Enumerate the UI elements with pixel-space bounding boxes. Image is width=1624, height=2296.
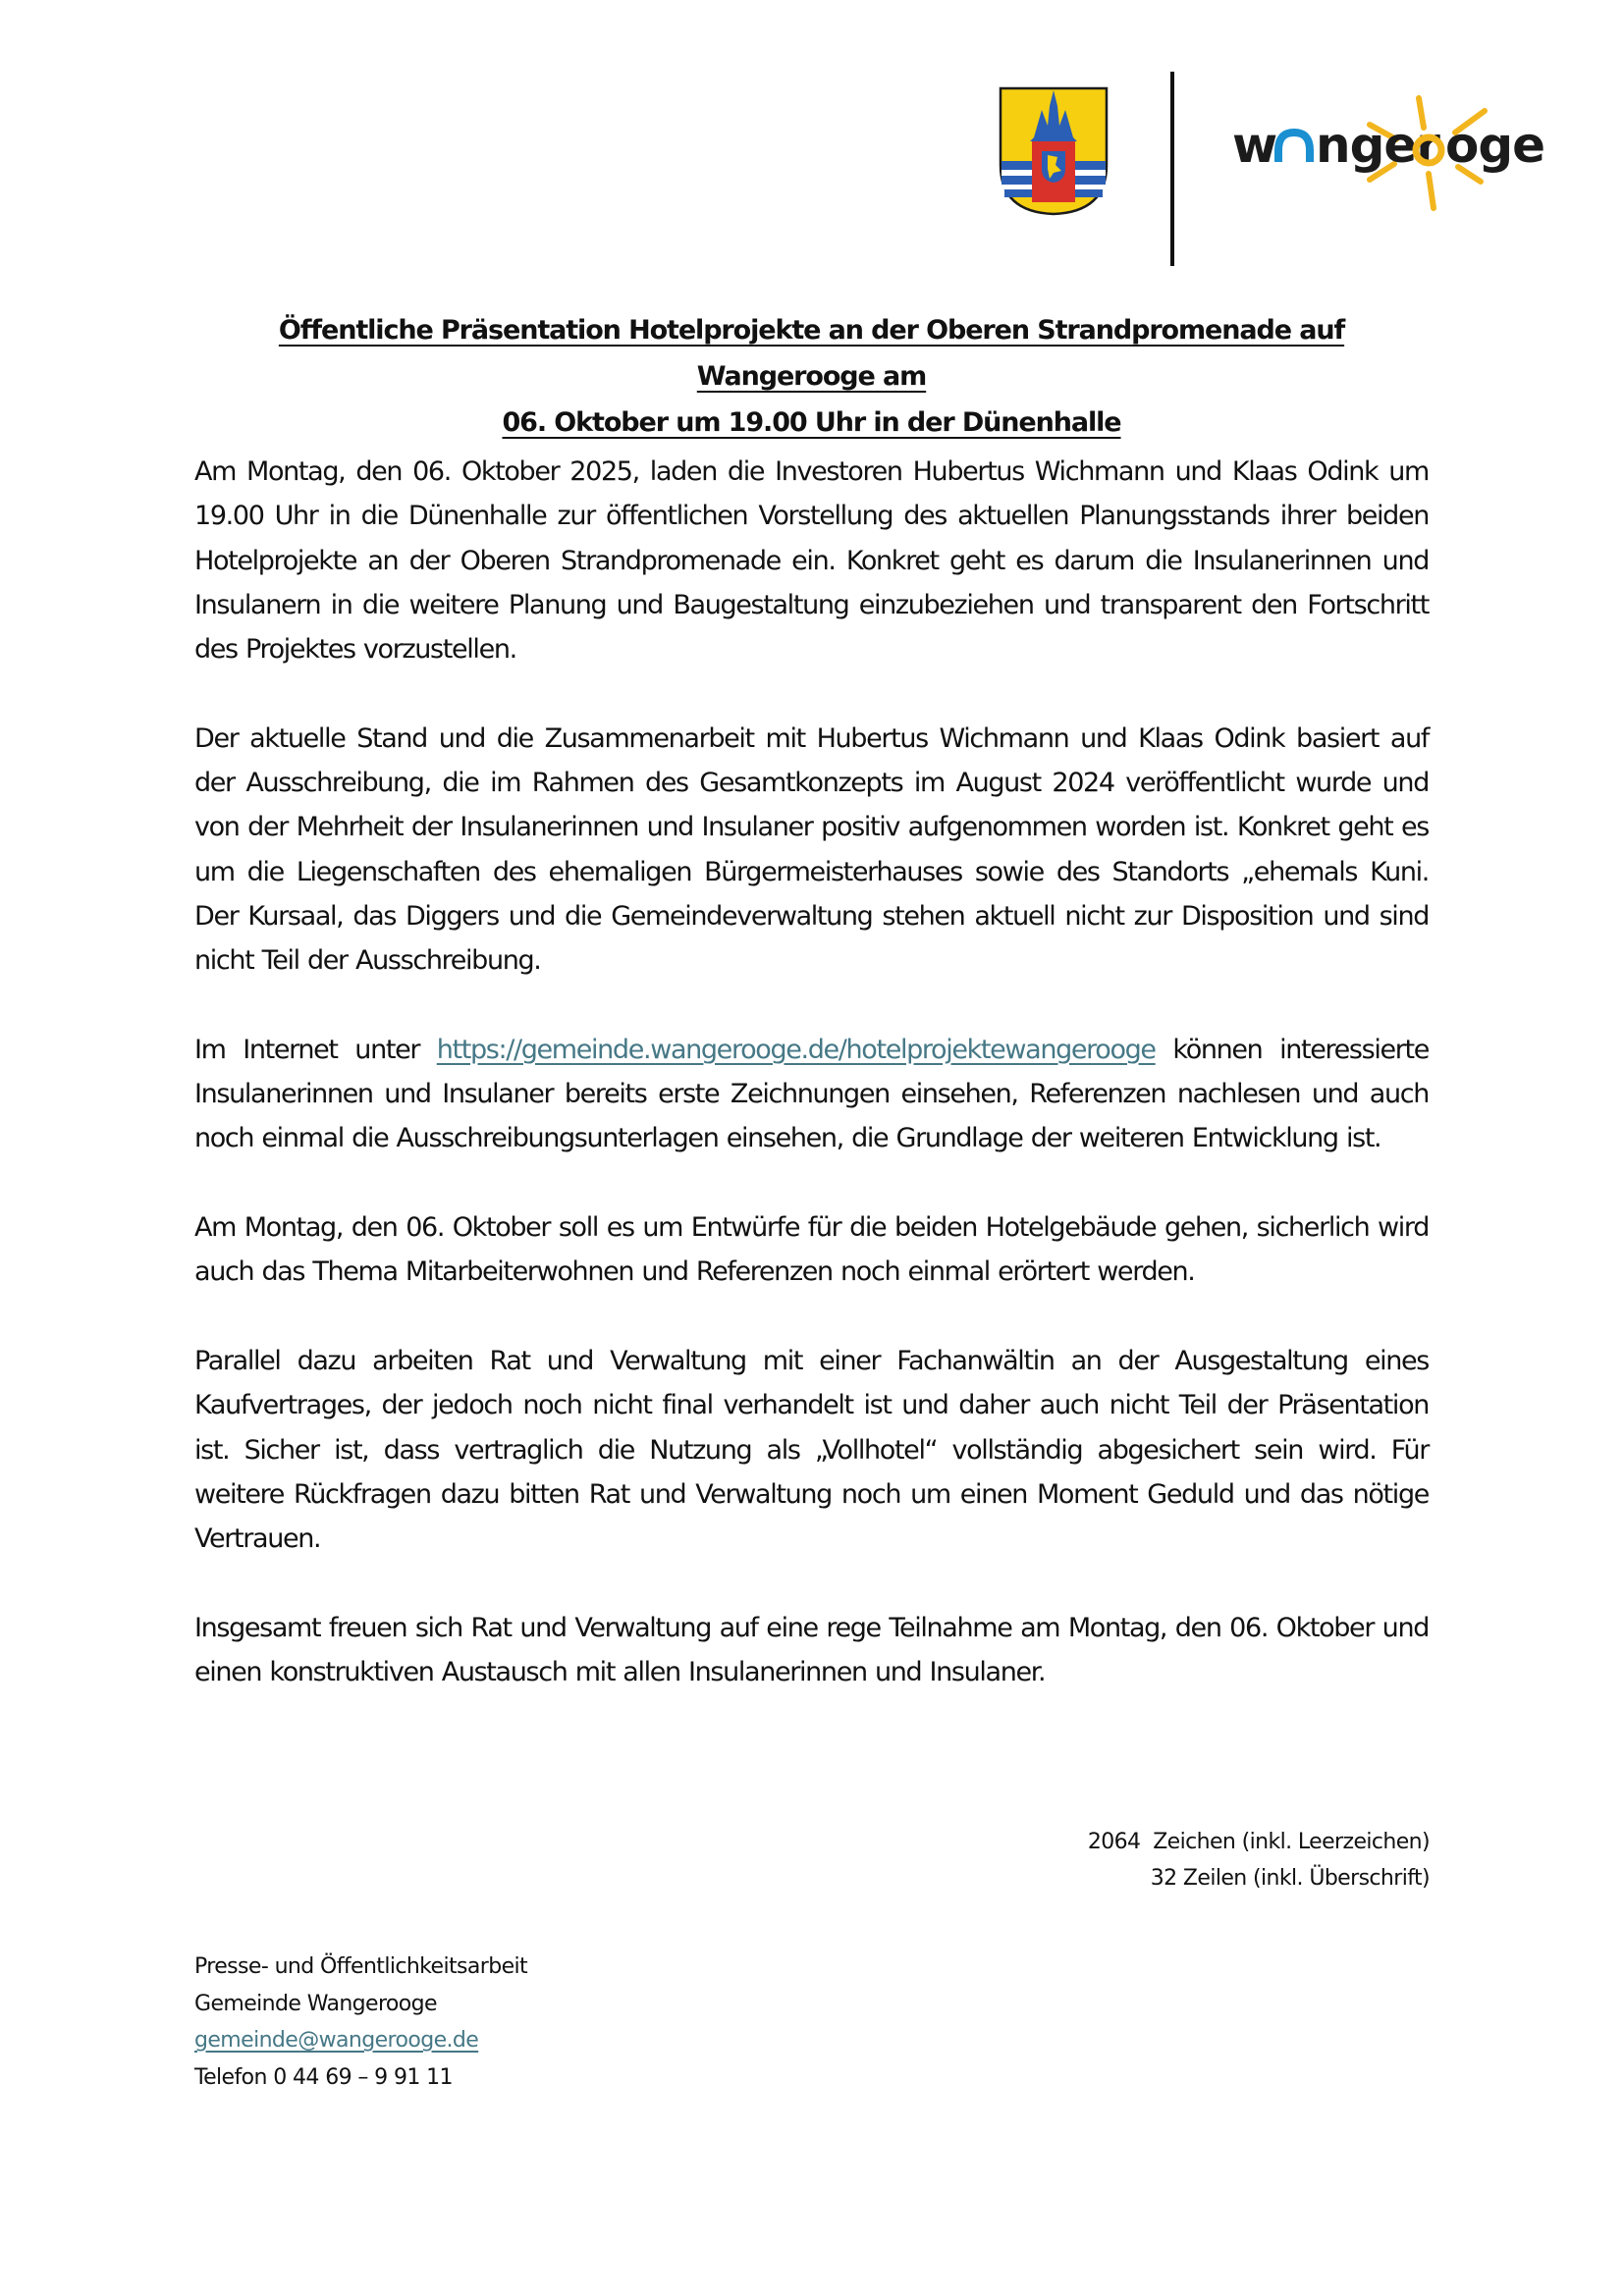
internet-intro: Im Internet unter [194,1034,420,1065]
project-website-link[interactable]: https://gemeinde.wangerooge.de/hotelprojektewangerooge [436,1034,1156,1065]
press-release-body [194,450,1429,1739]
title-line-1: Öffentliche Präsentation Hotelprojekte an der Oberen Strandpromenade auf Wangerooge am [278,315,1345,392]
contact-organization: Gemeinde Wangerooge [194,1991,437,2016]
paragraph-agenda: Am Montag, den 06. Oktober soll es um Entwürfe für die beiden Hotelgebäude gehen, sicherlich wird auch das Thema Mitarbeiterwohnen und Referenzen noch einmal erörtert werden. [194,1212,1429,1288]
paragraph-closing: Insgesamt freuen sich Rat und Verwaltung auf eine rege Teilnahme am Montag, den 06. Oktober und einen konstruktiven Austausch mit allen Insulanerinnen und Insulaner. [194,1612,1429,1688]
contact-phone: Telefon 0 44 69 – 9 91 11 [194,2064,453,2090]
svg-text:nger: nger [1316,117,1439,174]
text-statistics [1088,1824,1430,1896]
title-line-2: 06. Oktober um 19.00 Uhr in der Dünenhalle [502,407,1121,438]
page-title [194,307,1429,446]
character-count: 2064 Zeichen (inkl. Leerzeichen) [1087,1830,1430,1854]
coat-of-arms-icon [999,86,1109,216]
line-count: 32 Zeilen (inkl. Überschrift) [1150,1866,1430,1891]
svg-text:w: w [1232,117,1277,174]
internet-rest: können interessierte Insulanerinnen und Insulaner bereits erste Zeichnungen einsehen, Referenzen nachlesen und auch noch einmal die Ausschreibungsunterlagen einsehen, die Grundlage der weiteren Entwicklung ist. [194,1034,1430,1154]
paragraph-contract: Parallel dazu arbeiten Rat und Verwaltung mit einer Fachanwältin an der Ausgestaltung eines Kaufvertrages, der jedoch noch nicht final verhandelt ist und daher auch nicht Teil der Präsentation ist. Sicher ist, dass vertraglich die Nutzung als „Vollhotel“ vollständig abgesichert sein wird. Für weitere Rückfragen dazu bitten Rat und Verwaltung noch um einen Moment Geduld und das nötige Vertrauen. [194,1345,1429,1555]
contact-email-link[interactable]: gemeinde@wangerooge.de [194,2028,479,2053]
paragraph-internet [194,1028,1429,1161]
paragraph-invitation: Am Montag, den 06. Oktober 2025, laden die Investoren Hubertus Wichmann und Klaas Odink um 19.00 Uhr in die Dünenhalle zur öffentlichen Vorstellung des aktuellen Planungsstands ihrer beiden Hotelprojekte an der Oberen Strandpromenade ein. Konkret geht es darum die Insulanerinnen und Insulanern in die weitere Planung und Baugestaltung einzubeziehen und transparent den Fortschritt des Projektes vorzustellen. [194,456,1429,666]
paragraph-background: Der aktuelle Stand und die Zusammenarbeit mit Hubertus Wichmann und Klaas Odink basiert auf der Ausschreibung, die im Rahmen des Gesamtkonzepts im August 2024 veröffentlicht wurde und von der Mehrheit der Insulanerinnen und Insulaner positiv aufgenommen worden ist. Konkret geht es um die Liegenschaften des ehemaligen Bürgermeisterhauses sowie des Standorts „ehemals Kuni. Der Kursaal, das Diggers und die Gemeindeverwaltung stehen aktuell nicht zur Disposition und sind nicht Teil der Ausschreibung. [194,722,1429,977]
wangerooge-logo-icon [1227,83,1561,216]
letterhead [0,0,1624,285]
svg-text:oge: oge [1445,117,1545,174]
contact-department: Presse- und Öffentlichkeitsarbeit [194,1954,528,1979]
contact-block [194,1949,527,2096]
header-divider [1170,72,1174,266]
